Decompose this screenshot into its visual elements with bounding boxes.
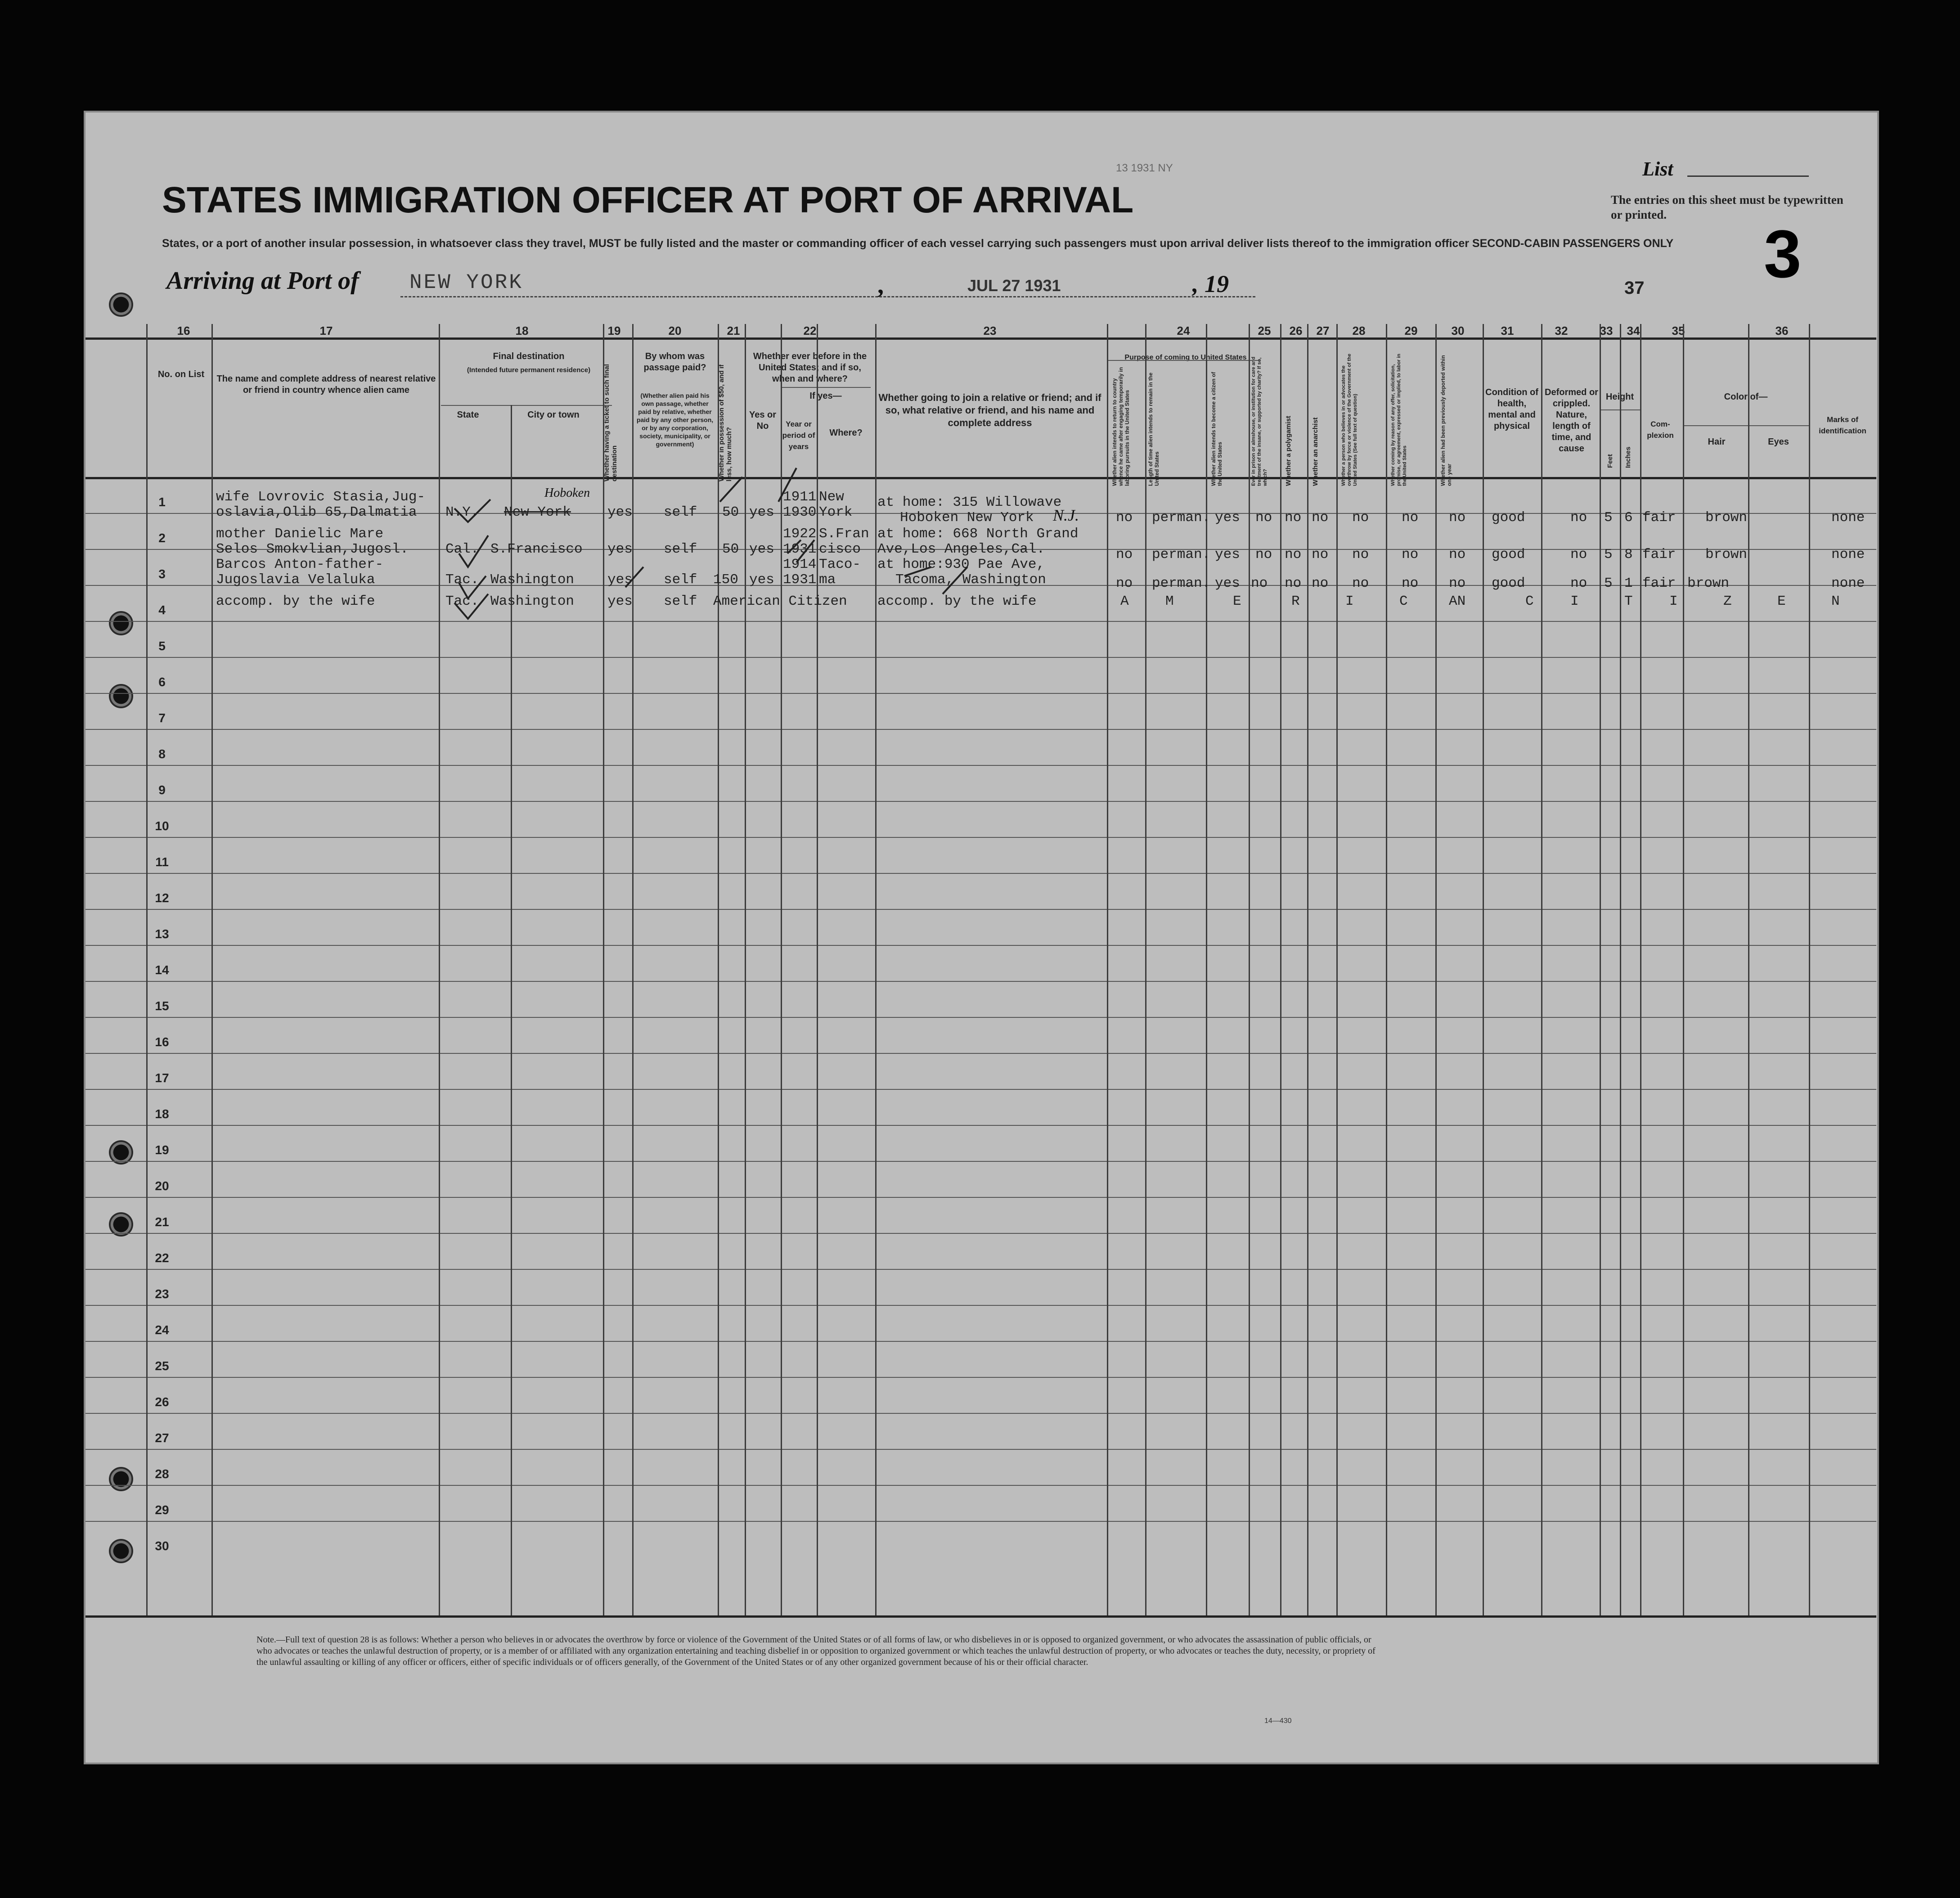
spread-letter: M xyxy=(1165,594,1174,609)
entry-state: Cal. xyxy=(445,541,479,557)
entry-relative-line1: Barcos Anton-father- xyxy=(216,557,384,572)
row-rule xyxy=(85,945,1876,946)
list-number-line xyxy=(1687,175,1809,177)
entry-deformed: no xyxy=(1570,510,1587,526)
header-no-on-list: No. on List xyxy=(157,369,205,379)
row-rule xyxy=(85,1305,1876,1306)
entry-health: good xyxy=(1492,547,1525,562)
entry-joining-line2: Tacoma, Washington xyxy=(895,572,1046,588)
binder-hole xyxy=(109,1539,133,1563)
list-label: List xyxy=(1642,158,1673,180)
entry-ever-before: yes xyxy=(749,572,774,588)
header-state: State xyxy=(457,410,479,420)
entry-hair-eyes: brown xyxy=(1687,576,1730,591)
entry-polygamist: no xyxy=(1285,510,1302,526)
entry-citizen-text: American Citizen xyxy=(713,594,847,609)
row-number: 9 xyxy=(158,783,166,797)
column-number: 24 xyxy=(1177,324,1190,337)
header-purpose-temp: Whether alien intends to return to country whence he came after engaging temporarily in laboring pursuits in the United States xyxy=(1111,367,1130,486)
entry-ticket: yes xyxy=(607,541,633,557)
row-number: 2 xyxy=(158,531,166,545)
entry-prison: no xyxy=(1251,576,1268,591)
header-money: Whether in possession of $50, and if less, how much? xyxy=(718,364,733,481)
spread-letter: N xyxy=(1831,594,1840,609)
entry-years-line2: 1931 xyxy=(783,541,817,557)
row-number: 4 xyxy=(158,603,166,617)
column-number: 18 xyxy=(515,324,529,337)
entry-relative-line2: oslavia,Olib 65,Dalmatia xyxy=(216,504,417,520)
entry-deformed: no xyxy=(1570,576,1587,591)
row-rule xyxy=(85,873,1876,874)
entry-polygamist: no xyxy=(1285,576,1302,591)
header-relative-abroad: The name and complete address of nearest relative or friend in country whence alien came xyxy=(216,374,436,395)
column-number: 19 xyxy=(607,324,621,337)
entry-paid-by: self xyxy=(664,504,697,520)
header-length-of-time: Length of time alien intends to remain in the United States xyxy=(1147,372,1160,486)
entry-where-line1: S.Fran xyxy=(819,526,869,542)
row-number: 22 xyxy=(155,1251,169,1265)
entry-paid-by: self xyxy=(664,541,697,557)
page-number: 3 xyxy=(1764,216,1802,292)
entry-hair-eyes: brown xyxy=(1705,547,1748,562)
entry-citizen: yes xyxy=(1215,510,1240,526)
arrival-date: JUL 27 1931 xyxy=(967,276,1061,295)
entry-city: S.Francisco xyxy=(490,541,583,557)
entry-length: perman. xyxy=(1152,576,1211,591)
entry-where-line2: ma xyxy=(819,572,836,588)
entry-deformed: no xyxy=(1570,547,1587,562)
row-number: 5 xyxy=(158,639,166,653)
header-health: Condition of health, mental and physical xyxy=(1485,387,1538,431)
column-number: 25 xyxy=(1258,324,1271,337)
header-final-destination-note: (Intended future permanent residence) xyxy=(467,366,591,374)
spread-letter: Z xyxy=(1723,594,1732,609)
row-number: 30 xyxy=(155,1539,169,1553)
form-number: 14—430 xyxy=(1264,1717,1292,1725)
row-rule xyxy=(85,729,1876,730)
page-subtitle: States, or a port of another insular possession, in whatsoever class they travel, MUST be fully listed and the master or commanding officer of each vessel carrying such passengers must upon arrival deliver lists thereof to the immigration officer SECOND-CABIN PASSENGERS ONLY xyxy=(162,237,1674,250)
header-purpose: Purpose of coming to United States xyxy=(1124,354,1247,361)
entry-years-line1: 1911 xyxy=(783,489,817,505)
entry-city-handwritten: Hoboken xyxy=(544,486,590,500)
entry-complexion: fair xyxy=(1642,576,1676,591)
column-number: 27 xyxy=(1316,324,1330,337)
row-rule xyxy=(85,1521,1876,1522)
header-height: Height xyxy=(1605,392,1634,402)
row-number: 18 xyxy=(155,1107,169,1121)
column-number: 36 xyxy=(1775,324,1789,337)
entry-deported: no xyxy=(1449,510,1466,526)
entry-contract: no xyxy=(1402,547,1419,562)
row-number: 24 xyxy=(155,1323,169,1337)
arriving-label: Arriving at Port of xyxy=(166,267,359,295)
column-number: 22 xyxy=(803,324,817,337)
entry-joining-line1: at home: 668 North Grand xyxy=(877,526,1079,542)
row-number: 21 xyxy=(155,1215,169,1229)
row-number: 11 xyxy=(155,855,169,869)
column-number: 20 xyxy=(668,324,682,337)
row-rule xyxy=(85,1197,1876,1198)
entry-money: 50 xyxy=(722,541,739,557)
entry-city: Washington xyxy=(490,572,575,588)
row-rule xyxy=(85,1089,1876,1090)
entry-marks: none xyxy=(1831,547,1865,562)
column-number: 26 xyxy=(1289,324,1303,337)
entry-years-line1: 1922 xyxy=(783,526,817,542)
entry-relative-line2: Jugoslavia Velaluka xyxy=(216,572,375,588)
entry-feet: 5 xyxy=(1604,576,1613,591)
entry-deported: no xyxy=(1449,576,1466,591)
entry-joining-line2: Ave,Los Angeles,Cal. xyxy=(877,541,1045,557)
row-rule xyxy=(85,1233,1876,1234)
entry-years-line2: 1930 xyxy=(783,504,817,520)
row-rule xyxy=(85,1125,1876,1126)
row-number: 14 xyxy=(155,963,169,977)
entry-joining-line2: Hoboken New York xyxy=(900,510,1034,526)
entry-joining-handwritten: N.J. xyxy=(1053,506,1079,524)
header-where: Where? xyxy=(829,428,863,438)
row-number: 29 xyxy=(155,1503,169,1517)
entry-where-line1: New xyxy=(819,489,844,505)
header-year-period: Year or period of years xyxy=(782,420,815,451)
row-rule xyxy=(85,1413,1876,1414)
row-number: 28 xyxy=(155,1467,169,1481)
header-if-yes: If yes— xyxy=(809,391,842,401)
entry-anarchist: no xyxy=(1312,510,1329,526)
entry-inches: 1 xyxy=(1624,576,1633,591)
column-number: 16 xyxy=(177,324,190,337)
header-inches: Inches xyxy=(1624,446,1632,468)
entry-inches: 8 xyxy=(1624,547,1633,562)
row-number: 16 xyxy=(155,1035,169,1049)
entry-money: 150 xyxy=(713,572,738,588)
header-citizen-intent: Whether alien intends to become a citizen of the United States xyxy=(1210,372,1223,486)
entry-money: 50 xyxy=(722,504,739,520)
row-number: 25 xyxy=(155,1359,169,1373)
header-yes-no: Yes or No xyxy=(749,410,777,431)
row-number: 12 xyxy=(155,891,169,905)
page-title: STATES IMMIGRATION OFFICER AT PORT OF ARRIVAL xyxy=(162,180,1134,220)
arrival-line xyxy=(400,296,1255,297)
column-number: 29 xyxy=(1404,324,1418,337)
arriving-port: NEW YORK xyxy=(409,271,523,294)
entry-health: good xyxy=(1492,576,1525,591)
entry-marks: none xyxy=(1831,510,1865,526)
entry-ever-before: yes xyxy=(749,504,774,520)
entry-health: good xyxy=(1492,510,1525,526)
binder-hole xyxy=(109,1467,133,1491)
column-number: 30 xyxy=(1451,324,1465,337)
entry-where-line1: Taco- xyxy=(819,557,861,572)
row-number: 15 xyxy=(155,999,169,1013)
entry-ever-before: yes xyxy=(749,541,774,557)
spread-letter: AN xyxy=(1449,594,1466,609)
footer-rule xyxy=(85,1615,1876,1618)
entry-city: New York xyxy=(504,504,571,520)
footnote: Note.—Full text of question 28 is as follows: Whether a person who believes in or advocates the overthrow by force or violence of the Government of the United States or of all forms of law, or who disbelieves in or is opposed to organized government, or who advocates the assassination of public officials, or who advocates or teaches the unlawful destruction of property, or is a member of or affiliated with any organization entertaining and teaching disbelief in or opposition to organized government or which teaches the unlawful destruction of property, or who advocates or teaches the duty, necessity, or propriety of the unlawful assaulting or killing of any officer or officers, either of specific individuals or of officers generally, of the Government of the United States or of any other organized government because of his or their official character. xyxy=(256,1635,1376,1667)
header-ever-before: Whether ever before in the United States; and if so, when and where? xyxy=(753,351,867,384)
entry-state: Tac. xyxy=(445,594,479,609)
entry-contract: no xyxy=(1402,510,1419,526)
entry-complexion: fair xyxy=(1642,510,1676,526)
header-passage-paid: By whom was passage paid? xyxy=(643,351,706,373)
row-number: 3 xyxy=(158,567,166,581)
column-number: 33 xyxy=(1600,324,1613,337)
row-number: 19 xyxy=(155,1143,169,1157)
row-number: 17 xyxy=(155,1071,169,1085)
row-rule xyxy=(85,1161,1876,1162)
row-rule xyxy=(85,1269,1876,1270)
row-number: 6 xyxy=(158,675,166,689)
entry-anarchist: no xyxy=(1312,576,1329,591)
header-joining-relative: Whether going to join a relative or friend; and if so, what relative or friend, and his name and complete address xyxy=(878,392,1101,428)
entry-state: Tac. xyxy=(445,572,479,588)
entry-joining-line1: at home:930 Pae Ave, xyxy=(877,557,1045,572)
spread-letter: I xyxy=(1345,594,1354,609)
header-color-of: Color of— xyxy=(1724,392,1768,402)
column-number: 31 xyxy=(1501,324,1514,337)
entry-feet: 5 xyxy=(1604,547,1613,562)
spread-letter: C xyxy=(1399,594,1408,609)
sheet-count: 37 xyxy=(1624,278,1645,298)
year-prefix: , 19 xyxy=(1192,270,1229,297)
entry-where-line2: cisco xyxy=(819,541,861,557)
entry-length: perman. xyxy=(1152,547,1211,562)
row-rule xyxy=(85,1017,1876,1018)
entry-years-line1: 1914 xyxy=(783,557,817,572)
column-number: 34 xyxy=(1627,324,1640,337)
header-overthrow: Whether a person who believes in or advocates the overthrow by force or violence of the Government of the United States (See full text of question) xyxy=(1341,354,1358,486)
spread-letter: I xyxy=(1669,594,1678,609)
spread-letter: A xyxy=(1120,594,1129,609)
row-number: 7 xyxy=(158,711,166,725)
binder-hole xyxy=(109,292,133,317)
entry-prison: no xyxy=(1255,510,1272,526)
spread-letter: E xyxy=(1233,594,1241,609)
entry-ticket: yes xyxy=(607,504,633,520)
row-rule xyxy=(85,981,1876,982)
entry-polygamist: no xyxy=(1285,547,1302,562)
row-rule xyxy=(85,1449,1876,1450)
column-number: 17 xyxy=(319,324,333,337)
column-number: 28 xyxy=(1352,324,1366,337)
header-marks: Marks of identification xyxy=(1819,415,1866,435)
column-number: 23 xyxy=(983,324,997,337)
entry-paid-by: self xyxy=(664,572,697,588)
entry-anarchist: no xyxy=(1312,547,1329,562)
entry-overthrow: no xyxy=(1352,510,1369,526)
entry-where-line2: York xyxy=(819,504,853,520)
header-complexion: Com-plexion xyxy=(1647,420,1674,440)
header-eyes: Eyes xyxy=(1768,437,1789,447)
entry-deported: no xyxy=(1449,547,1466,562)
header-passage-paid-note: (Whether alien paid his own passage, whether paid by relative, whether paid by any other person, or by any corporation, society, municipality, or government) xyxy=(636,392,714,448)
row-number: 20 xyxy=(155,1179,169,1193)
column-number: 21 xyxy=(727,324,740,337)
manifest-sheet xyxy=(84,111,1879,1764)
spread-letter: C xyxy=(1525,594,1534,609)
entry-hair-eyes: brown xyxy=(1705,510,1748,526)
entry-citizen: yes xyxy=(1215,576,1240,591)
entry-purpose: no xyxy=(1116,547,1133,562)
entry-relative-line1: mother Danielic Mare xyxy=(216,526,384,542)
row-rule xyxy=(85,1341,1876,1342)
faint-stamp: 13 1931 NY xyxy=(1116,162,1173,174)
spread-letter: T xyxy=(1624,594,1633,609)
spread-letter: I xyxy=(1570,594,1579,609)
entries-note: The entries on this sheet must be typewritten or printed. xyxy=(1611,193,1843,221)
row-number: 26 xyxy=(155,1395,169,1409)
entry-city: Washington xyxy=(490,594,575,609)
entry-joining-line1: at home: 315 Willowave xyxy=(877,495,1062,510)
entry-purpose: no xyxy=(1116,510,1133,526)
pencil-marks xyxy=(85,324,1876,639)
row-rule xyxy=(85,1485,1876,1486)
entry-years-line2: 1931 xyxy=(783,572,817,588)
entry-ticket: yes xyxy=(607,594,633,609)
header-prison: Ever in prison or almshouse, or institution for care and treatment of the insane, or supported by charity? If so, which? xyxy=(1251,356,1268,486)
column-number: 35 xyxy=(1672,324,1685,337)
entry-joining-line1: accomp. by the wife xyxy=(877,594,1037,609)
entry-relative-line1: wife Lovrovic Stasia,Jug- xyxy=(216,489,426,505)
arrival-comma: , xyxy=(877,271,884,299)
entry-ticket: yes xyxy=(607,572,633,588)
header-hair: Hair xyxy=(1708,437,1726,447)
entry-length: perman. xyxy=(1152,510,1211,526)
row-rule xyxy=(85,801,1876,802)
entry-feet: 5 xyxy=(1604,510,1613,526)
entry-paid-by: self xyxy=(664,594,697,609)
row-number: 13 xyxy=(155,927,169,941)
row-rule xyxy=(85,837,1876,838)
row-number: 27 xyxy=(155,1431,169,1445)
row-rule xyxy=(85,765,1876,766)
header-deformed: Deformed or crippled. Nature, length of time, and cause xyxy=(1545,387,1598,454)
entry-relative-line1: accomp. by the wife xyxy=(216,594,375,609)
entry-state: N.Y. xyxy=(445,504,479,520)
entry-relative-line2: Selos Smokvlian,Jugosl. xyxy=(216,541,409,557)
row-number: 1 xyxy=(158,495,166,509)
row-number: 10 xyxy=(155,819,169,833)
entry-citizen: yes xyxy=(1215,547,1240,562)
row-number: 8 xyxy=(158,747,166,761)
spread-letter: E xyxy=(1777,594,1786,609)
header-feet: Feet xyxy=(1606,454,1614,468)
column-number: 32 xyxy=(1555,324,1568,337)
header-anarchist: Whether an anarchist xyxy=(1312,417,1319,486)
header-city: City or town xyxy=(527,410,580,420)
entry-purpose: no xyxy=(1116,576,1133,591)
row-rule xyxy=(85,1377,1876,1378)
spread-letter: R xyxy=(1291,594,1300,609)
row-rule xyxy=(85,1053,1876,1054)
entry-overthrow: no xyxy=(1352,576,1369,591)
header-polygamist: Whether a polygamist xyxy=(1285,416,1292,486)
entry-prison: no xyxy=(1255,547,1272,562)
header-deported: Whether alien had been previously deported within one year xyxy=(1440,355,1452,486)
row-number: 23 xyxy=(155,1287,169,1301)
row-rule xyxy=(85,657,1876,658)
header-ticket: Whether having a ticket to such final destination xyxy=(603,364,618,481)
entry-overthrow: no xyxy=(1352,547,1369,562)
binder-hole xyxy=(109,684,133,708)
entry-marks: none xyxy=(1831,576,1865,591)
row-rule xyxy=(85,693,1876,694)
header-final-destination: Final destination xyxy=(493,351,565,361)
entry-inches: 6 xyxy=(1624,510,1633,526)
row-rule xyxy=(85,909,1876,910)
header-contract-labor: Whether coming by reason of any offer, solicitation, promise, or agreement, expressed or implied, to labor in the United States xyxy=(1390,353,1407,486)
entry-complexion: fair xyxy=(1642,547,1676,562)
entry-contract: no xyxy=(1402,576,1419,591)
